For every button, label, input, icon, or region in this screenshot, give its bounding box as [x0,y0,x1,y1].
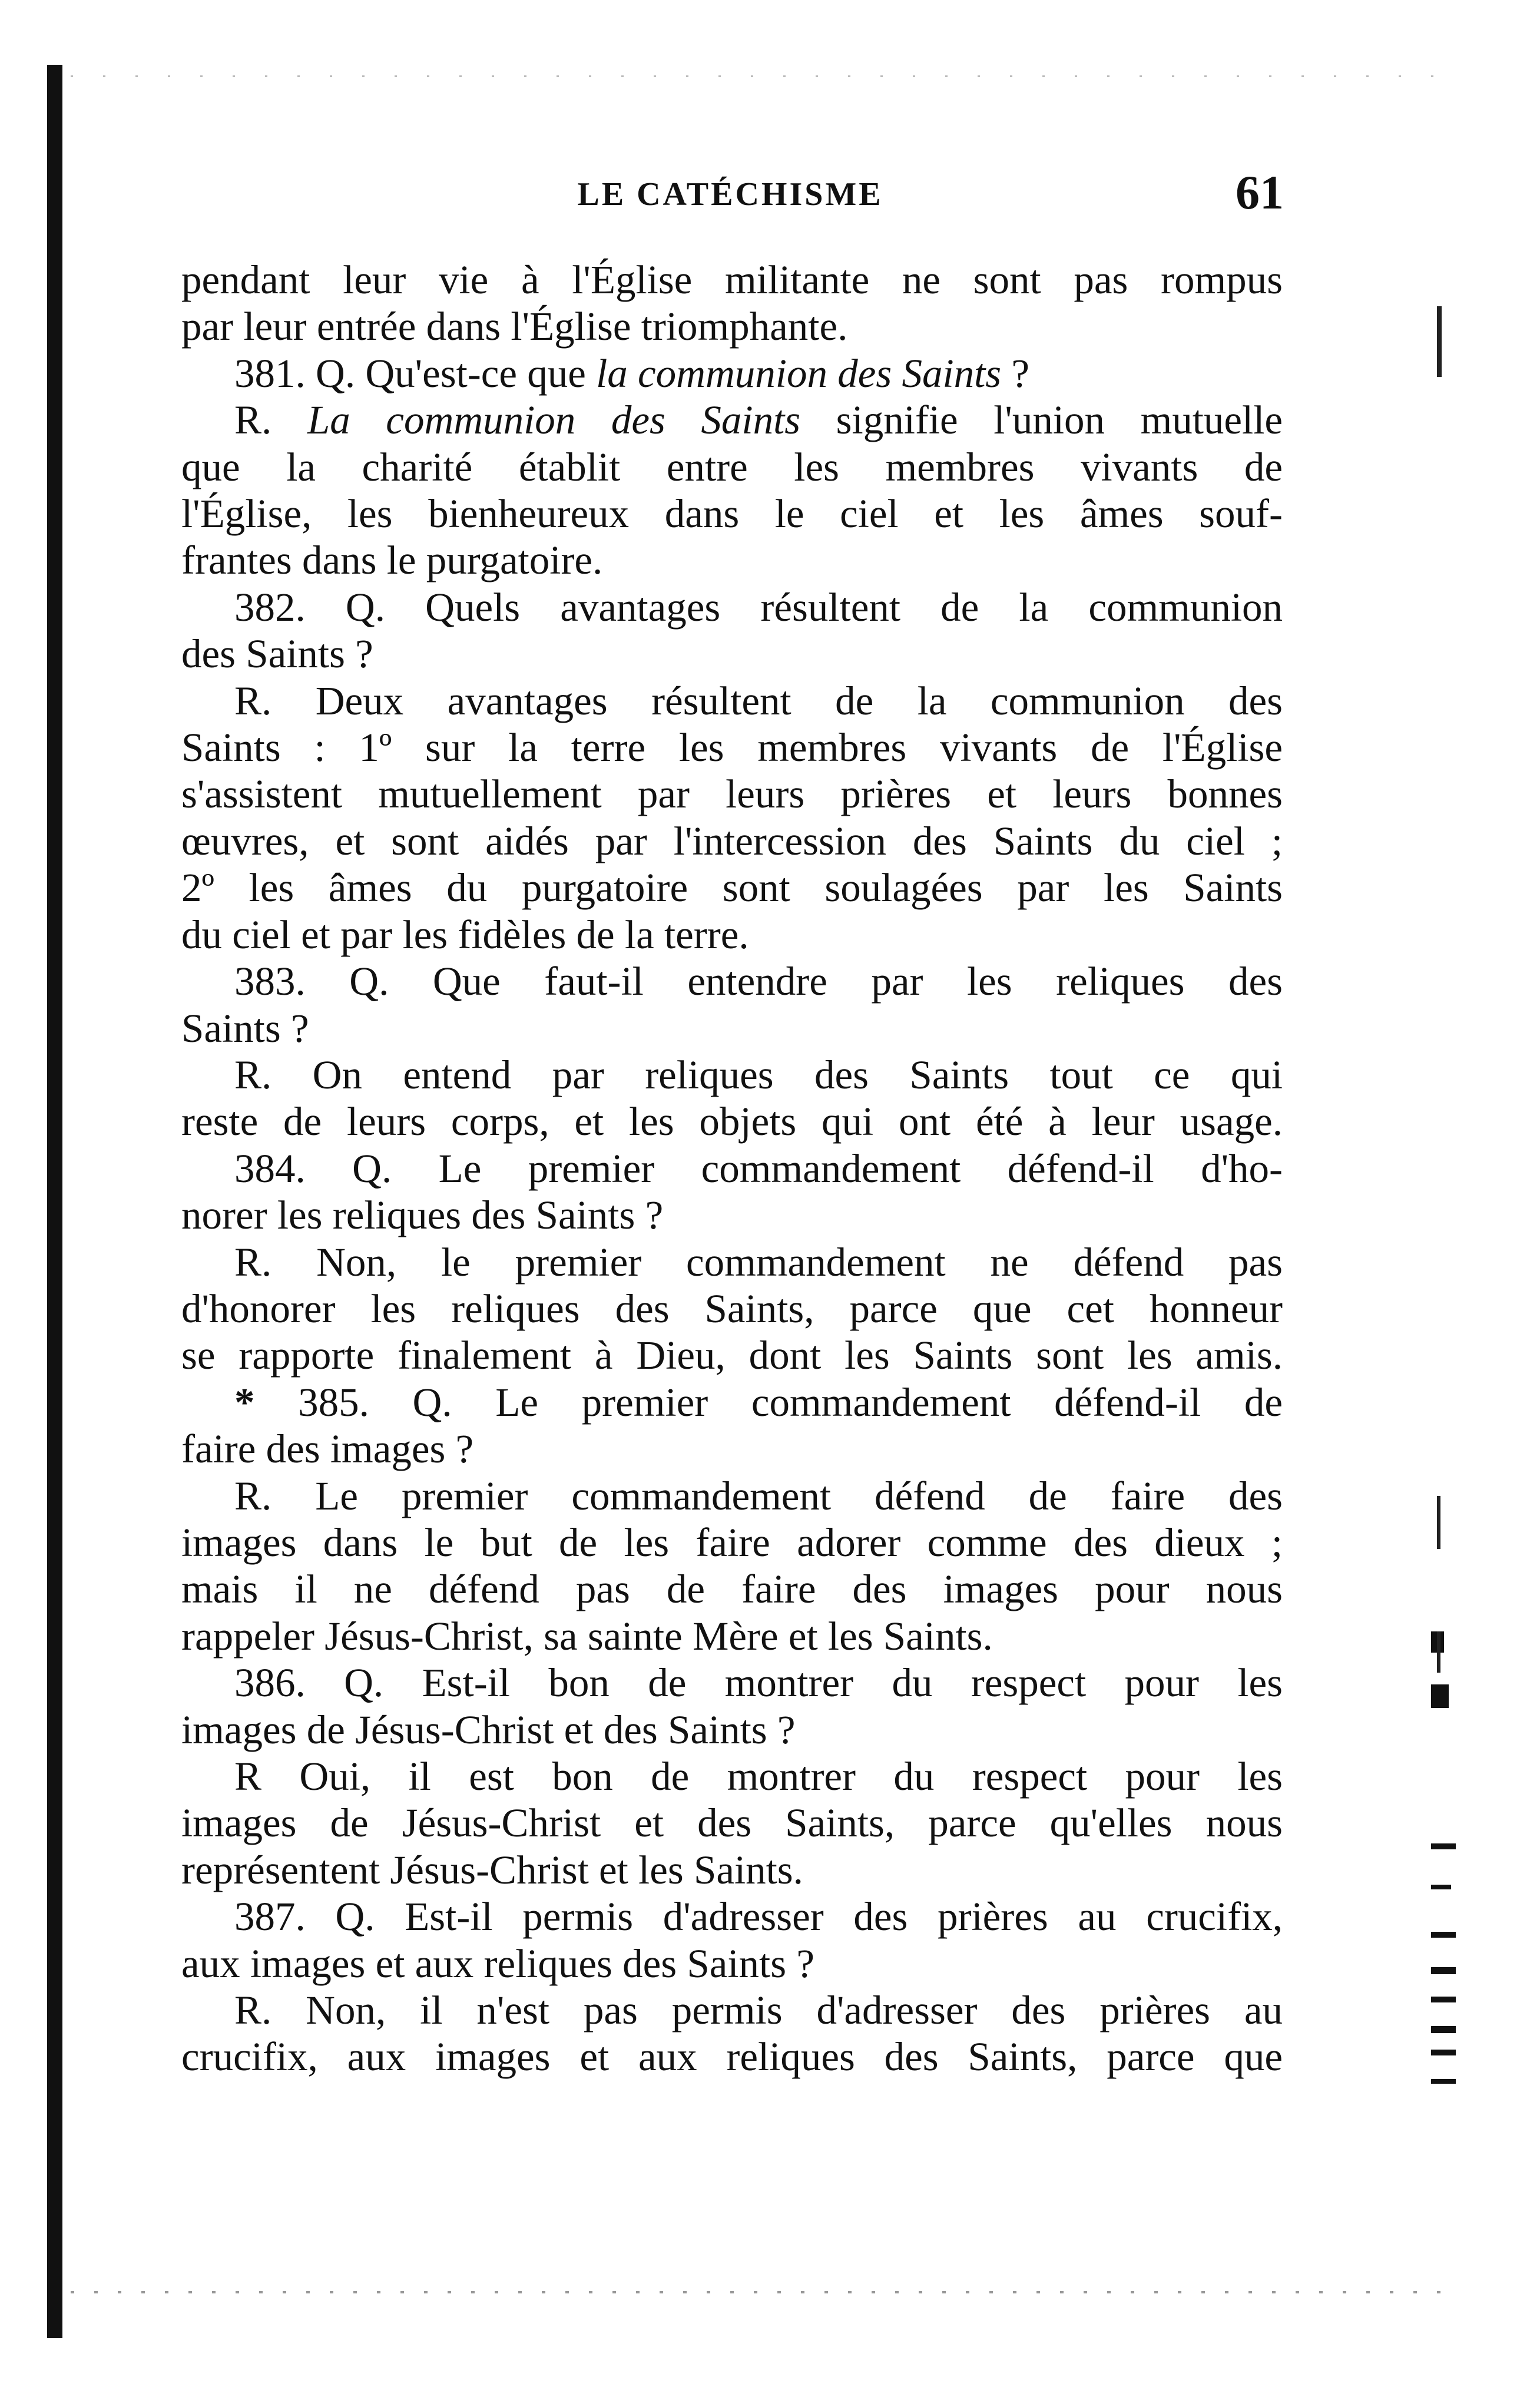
scan-mark [1431,1843,1456,1849]
scan-mark [1431,1997,1456,2002]
page-header [177,165,1284,230]
scan-mark [1431,1684,1449,1708]
question-382: 382. Q. Quels avantages résultent de la communion [234,584,1283,630]
scan-stray-rule [1437,306,1442,377]
answer-marker: R. [234,398,307,443]
question-384: 384. Q. Le premier commandement défend-il d'ho- [234,1146,1283,1191]
text-line: aux images et aux reliques des Saints ? [181,1941,814,1986]
question-text: 385. Q. Le premier commandement défend-il de [298,1379,1283,1425]
text-line: reste de leurs corps, et les objets qui ont été à leur usage. [181,1099,1283,1144]
question-386: 386. Q. Est-il bon de montrer du respect pour les [234,1660,1283,1706]
text-line: d'honorer les reliques des Saints, parce que cet honneur [181,1286,1283,1331]
answer-381-start [181,397,1283,443]
italic-term: la communion des Saints [596,350,1002,396]
text-line: des Saints ? [181,631,373,677]
answer-387-start: R. Non, il n'est pas permis d'adresser des prières au [234,1988,1283,2033]
scan-mark [1431,1967,1456,1974]
text-line: faire des images ? [181,1426,474,1472]
scan-noise-bottom [71,2291,1455,2293]
text-line: crucifix, aux images et aux reliques des Saints, parce que [181,2034,1283,2080]
text-line: se rapporte finalement à Dieu, dont les Saints sont les amis. [181,1333,1283,1378]
catechism-text [181,257,1283,2081]
text-line: représentent Jésus-Christ et les Saints. [181,1847,803,1892]
question-385 [181,1379,1283,1426]
answer-text: signifie l'union mutuelle [800,398,1283,443]
scan-noise-top [71,75,1437,77]
text-line: images dans le but de les faire adorer comme des dieux ; [181,1520,1283,1565]
scan-mark [1431,1885,1451,1889]
asterisk-mark: * [234,1379,255,1425]
answer-382-start: R. Deux avantages résultent de la communion des [234,678,1283,723]
scan-mark [1431,2079,1456,2084]
question-387: 387. Q. Est-il permis d'adresser des prières au crucifix, [234,1894,1283,1939]
text-line: mais il ne défend pas de faire des images pour nous [181,1567,1283,1612]
text-line: 2º les âmes du purgatoire sont soulagées par les Saints [181,865,1283,911]
text-line: Saints ? [181,1005,309,1051]
page-number: 61 [1236,165,1284,219]
text-line: images de Jésus-Christ et des Saints ? [181,1707,796,1752]
text-line: du ciel et par les fidèles de la terre. [181,912,749,957]
text-line: pendant leur vie à l'Église militante ne sont pas rompus [181,257,1283,302]
answer-385-start: R. Le premier commandement défend de faire des [234,1473,1283,1518]
italic-term: La communion des Saints [307,398,801,443]
text-line: par leur entrée dans l'Église triomphante. [181,304,848,349]
running-title: LE CATÉCHISME [577,176,883,213]
margin-scan-marks [1425,1590,1472,2120]
binding-edge-shadow [47,65,62,2338]
scan-mark [1431,2026,1456,2033]
question-mark: ? [1001,350,1030,396]
text-line: images de Jésus-Christ et des Saints, parce qu'elles nous [181,1800,1283,1846]
question-number: 381. Q. Qu'est-ce que [234,350,597,396]
question-383: 383. Q. Que faut-il entendre par les reliques des [234,959,1283,1004]
text-line: frantes dans le purgatoire. [181,538,603,583]
answer-384-start: R. Non, le premier commandement ne défend pas [234,1239,1283,1285]
text-line: rappeler Jésus-Christ, sa sainte Mère et les Saints. [181,1613,993,1659]
answer-386-start: R Oui, il est bon de montrer du respect pour les [234,1754,1283,1799]
text-line: que la charité établit entre les membres vivants de [181,444,1283,489]
scan-mark [1431,1932,1456,1938]
answer-383-start: R. On entend par reliques des Saints tout ce qui [234,1052,1283,1097]
scan-mark [1431,2050,1456,2055]
text-line: œuvres, et sont aidés par l'intercession des Saints du ciel ; [181,818,1283,863]
text-line: Saints : 1º sur la terre les membres vivants de l'Église [181,725,1283,770]
text-line: l'Église, les bienheureux dans le ciel et les âmes souf- [181,491,1283,537]
text-line: s'assistent mutuellement par leurs prières et leurs bonnes [181,772,1283,817]
scan-stray-rule [1437,1496,1440,1549]
question-381 [181,350,1283,397]
text-line: norer les reliques des Saints ? [181,1193,664,1238]
scan-stray-rule [1437,1631,1440,1673]
